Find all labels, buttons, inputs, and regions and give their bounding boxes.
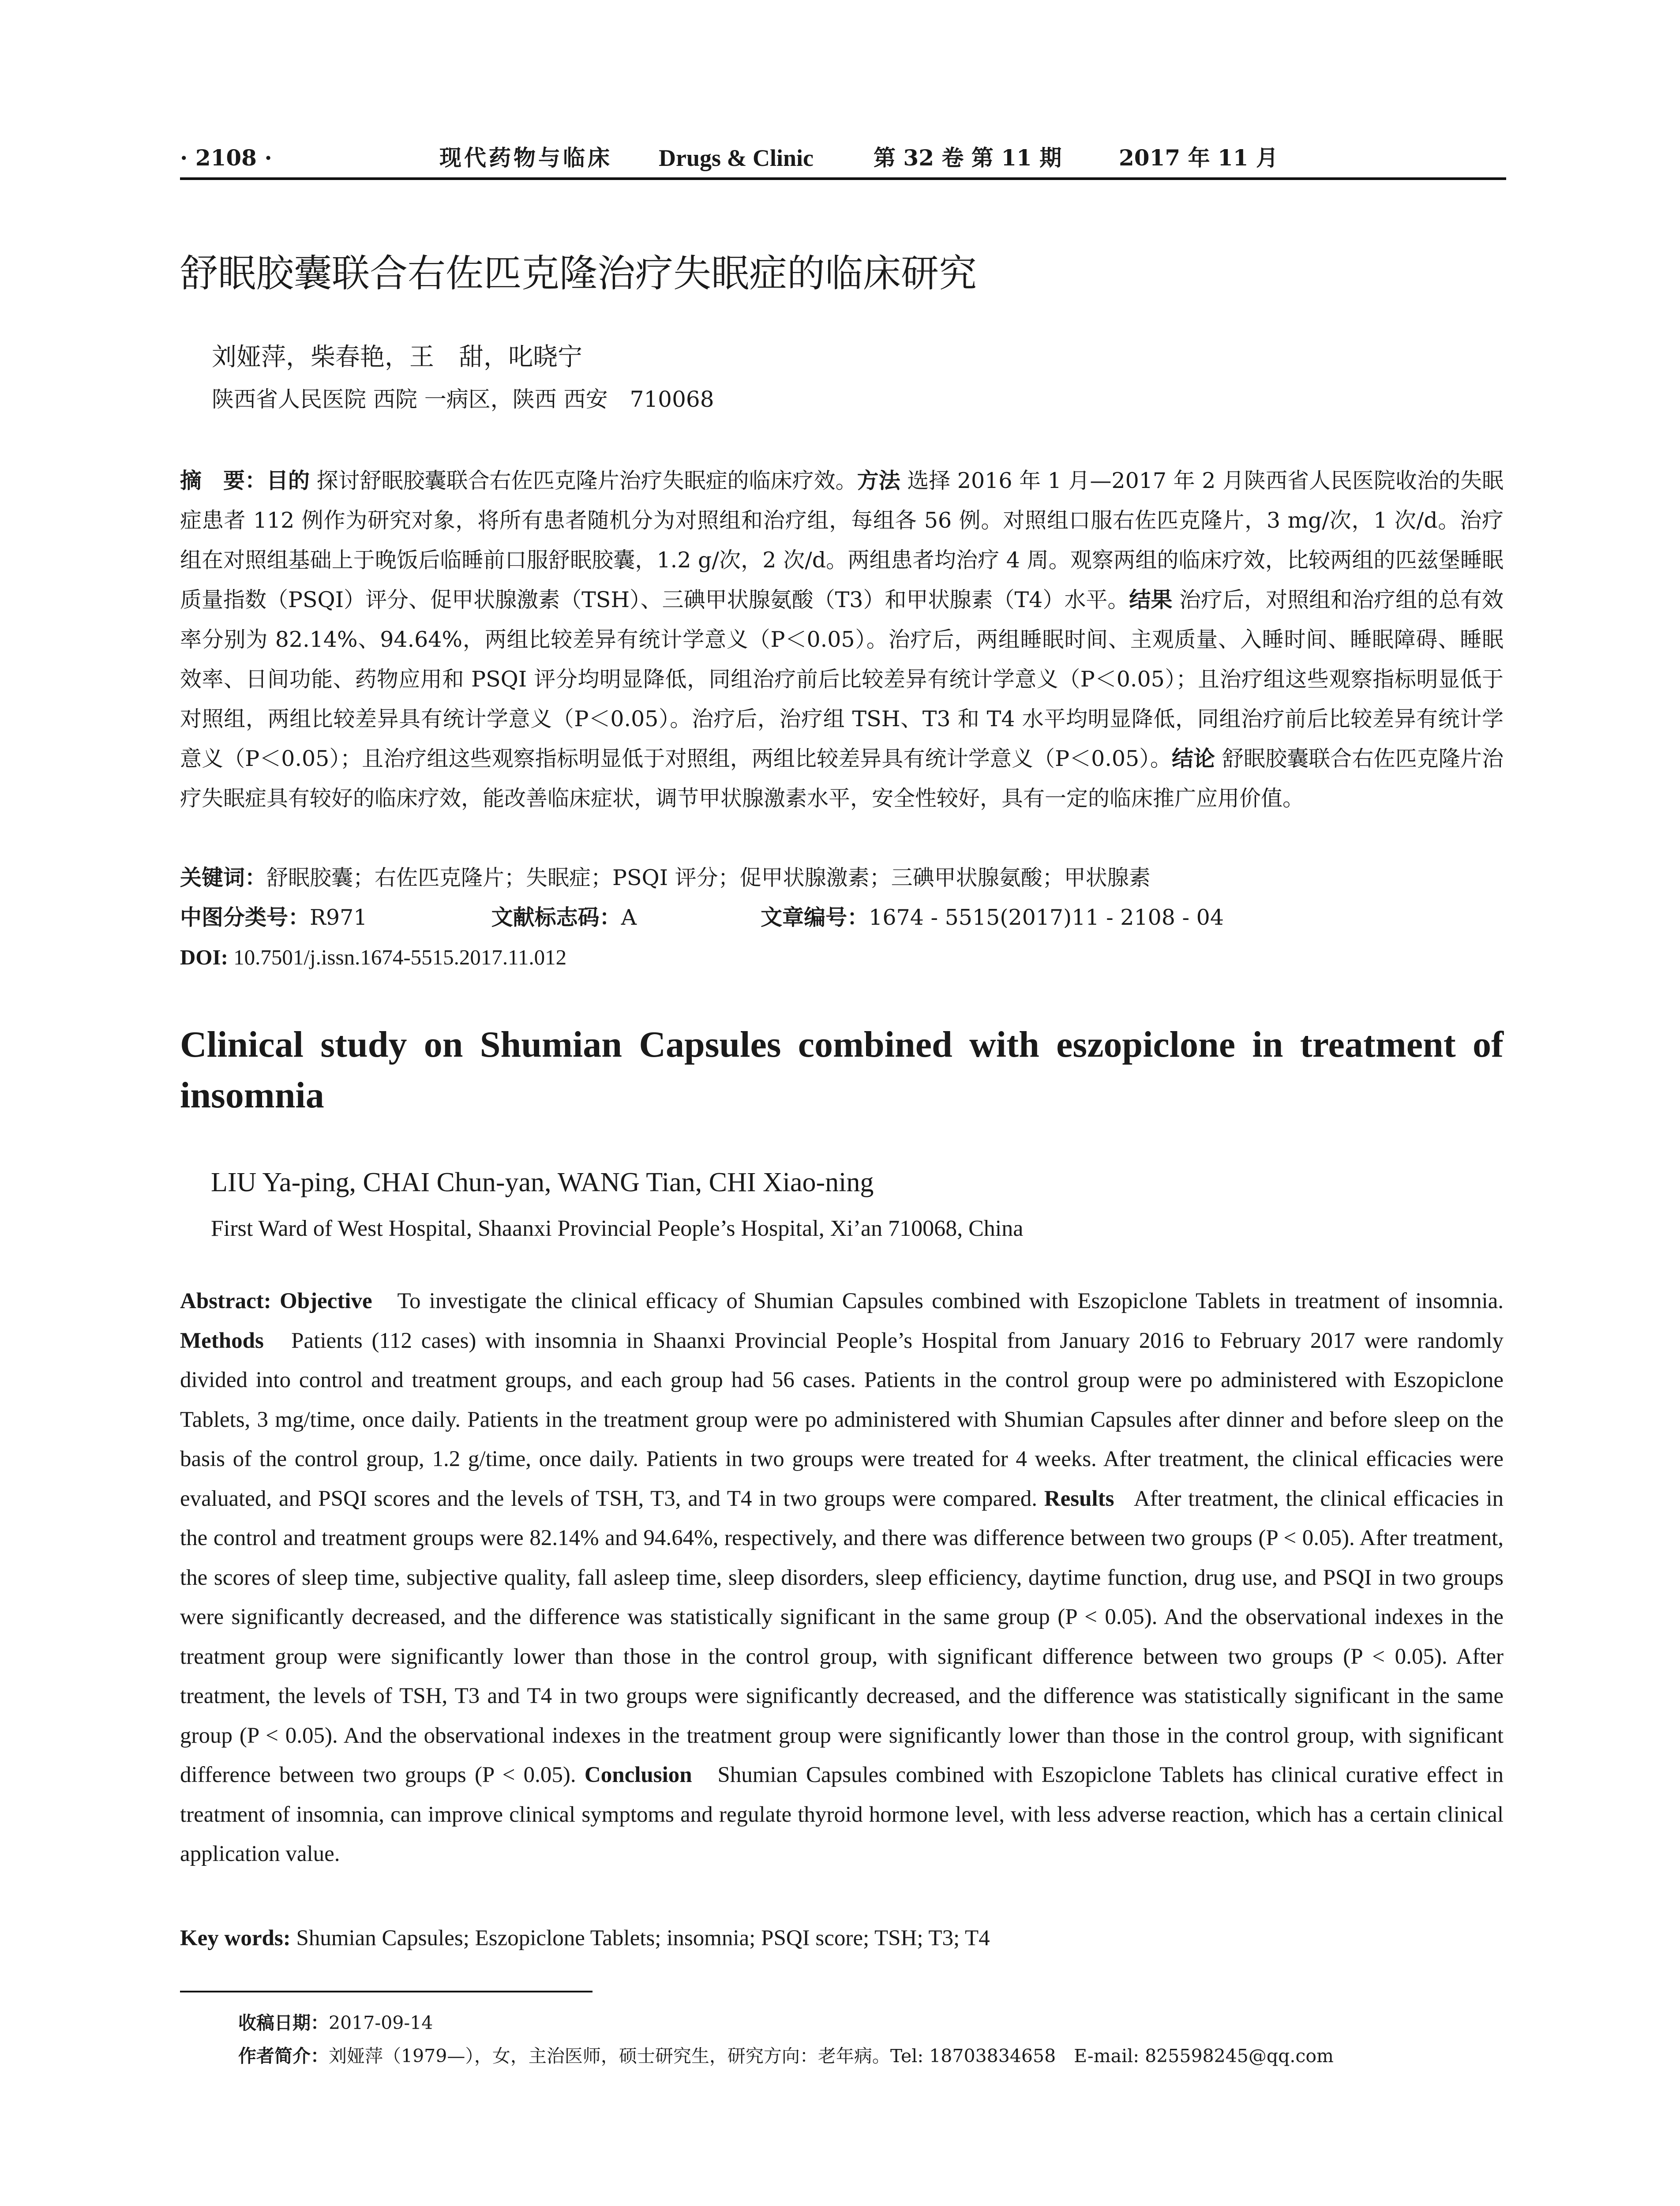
doc-code-label: 文献标志码： [491, 905, 621, 930]
journal-name-en: Drugs & Clinic [659, 145, 814, 171]
en-conclusion: Shumian Capsules combined with Eszopiclone Tablets has clinical curative effect in treatment of insomnia, can improve clinical symptoms and regulate thyroid hormone level, with less adverse reaction, which has a certain clinical application value. [180, 1763, 1504, 1866]
article-no-label: 文章编号： [761, 905, 869, 930]
en-affiliation: First Ward of West Hospital, Shaanxi Provincial People’s Hospital, Xi’an 710068, China [211, 1216, 1024, 1241]
cn-objective-label: 目的 [266, 468, 310, 493]
doi-value: 10.7501/j.issn.1674-5515.2017.11.012 [233, 945, 567, 969]
article-no-value: 1674 - 5515(2017)11 - 2108 - 04 [869, 905, 1224, 930]
en-abstract [180, 1282, 1504, 1874]
cn-objective: 探讨舒眠胶囊联合右佐匹克隆片治疗失眠症的临床疗效。 [316, 468, 857, 493]
doc-code-value: A [621, 905, 637, 930]
received-value: 2017-09-14 [329, 2012, 433, 2033]
cn-results-label: 结果 [1129, 587, 1173, 612]
en-methods: Patients (112 cases) with insomnia in Shaanxi Provincial People’s Hospital from January 2016 to February 2017 were randomly divided into control and treatment groups, and each group had 56 cases. Patients in the control group were po administered with Eszopiclone Tablets, 3 mg/time, once daily. Patients in the treatment group were po administered with Shumian Capsules after dinner and before sleep on the basis of the control group, 1.2 g/time, once daily. Patients in two groups were treated for 4 weeks. After treatment, the clinical efficacies were evaluated, and PSQI scores and the levels of TSH, T3, and T4 in two groups were compared. [180, 1328, 1504, 1511]
publication-date: 2017 年 11 月 [1119, 145, 1278, 171]
en-results-label: Results [1044, 1486, 1114, 1511]
clc-value: R971 [310, 905, 368, 930]
cn-classification [180, 898, 1504, 938]
en-keywords-label: Key words: [180, 1926, 291, 1951]
received-date [238, 2010, 433, 2036]
en-objective: To investigate the clinical efficacy of Shumian Capsules combined with Eszopiclone Tablets in treatment of insomnia. [397, 1289, 1504, 1313]
cn-keywords-label: 关键词： [180, 865, 267, 890]
doi-label: DOI: [180, 945, 228, 969]
en-results: After treatment, the clinical efficacies in the control and treatment groups were 82.14% and 94.64%, respectively, and there was difference between two groups (P < 0.05). After treatment, the scores of sleep time, subjective quality, fall asleep time, sleep disorders, sleep efficiency, daytime function, drug use, and PSQI in two groups were significantly decreased, and the difference was statistically significant in the same group (P < 0.05). And the observational indexes in the treatment group were significantly lower than those in the control group, with significant difference between two groups (P < 0.05). After treatment, the levels of TSH, T3 and T4 in two groups were significantly decreased, and the difference was statistically significant in the same group (P < 0.05). And the observational indexes in the treatment group were significantly lower than those in the control group, with significant difference between two groups (P < 0.05). [180, 1486, 1504, 1787]
cn-abstract-label: 摘 要： [180, 468, 267, 493]
cn-conclusion-label: 结论 [1171, 746, 1215, 771]
author-bio-text: 刘娅萍（1979—），女，主治医师，硕士研究生，研究方向：老年病。Tel: 18703834658 E-mail: 825598245@qq.com [329, 2045, 1334, 2067]
cn-affiliation: 陕西省人民医院 西院 一病区，陕西 西安 710068 [212, 386, 714, 412]
header-divider [180, 177, 1506, 180]
cn-authors: 刘娅萍，柴春艳，王 甜，叱晓宁 [212, 343, 582, 371]
cn-conclusion: 舒眠胶囊联合右佐匹克隆片治疗失眠症具有较好的临床疗效，能改善临床症状，调节甲状腺激素水平，安全性较好，具有一定的临床推广应用价值。 [180, 746, 1504, 811]
footnote-divider [180, 1991, 592, 1992]
author-bio [238, 2043, 1334, 2069]
cn-abstract [180, 461, 1504, 818]
en-methods-label: Methods [180, 1328, 264, 1353]
volume-issue: 第 32 卷 第 11 期 [874, 145, 1062, 171]
cn-keywords-text: 舒眠胶囊；右佐匹克隆片；失眠症；PSQI 评分；促甲状腺激素；三碘甲状腺氨酸；甲状腺素 [266, 865, 1151, 890]
clc-label: 中图分类号： [180, 905, 310, 930]
en-title: Clinical study on Shumian Capsules combined with eszopiclone in treatment of insomnia [180, 1024, 1504, 1116]
received-label: 收稿日期： [238, 2012, 329, 2033]
en-authors: LIU Ya-ping, CHAI Chun-yan, WANG Tian, CHI Xiao-ning [211, 1167, 874, 1197]
en-objective-label: Objective [280, 1289, 372, 1313]
en-keywords [180, 1918, 1504, 1958]
en-abstract-label: Abstract: [180, 1289, 271, 1313]
en-keywords-text: Shumian Capsules; Eszopiclone Tablets; insomnia; PSQI score; TSH; T3; T4 [296, 1926, 990, 1951]
running-header [180, 140, 1506, 176]
cn-results: 治疗后，对照组和治疗组的总有效率分别为 82.14%、94.64%，两组比较差异有统计学意义（P＜0.05）。治疗后，两组睡眠时间、主观质量、入睡时间、睡眠障碍、睡眠效率、日间功能、药物应用和 PSQI 评分均明显降低，同组治疗前后比较差异有统计学意义（P＜0.05）；且治疗组这些观察指标明显低于对照组，两组比较差异具有统计学意义（P＜0.05）。治疗后，治疗组 TSH、T3 和 T4 水平均明显降低，同组治疗前后比较差异有统计学意义（P＜0.05）；且治疗组这些观察指标明显低于对照组，两组比较差异具有统计学意义（P＜0.05）。 [180, 587, 1504, 771]
cn-methods-label: 方法 [857, 468, 900, 493]
journal-name-cn: 现代药物与临床 [439, 145, 612, 171]
doi-line [180, 938, 1504, 977]
en-conclusion-label: Conclusion [584, 1763, 692, 1787]
cn-keywords [180, 858, 1504, 898]
cn-methods: 选择 2016 年 1 月—2017 年 2 月陕西省人民医院收治的失眠症患者 112 例作为研究对象，将所有患者随机分为对照组和治疗组，每组各 56 例。对照组口服右佐匹克隆片，3 mg/次，1 次/d。治疗组在对照组基础上于晚饭后临睡前口服舒眠胶囊，1.2 g/次，2 次/d。两组患者均治疗 4 周。观察两组的临床疗效，比较两组的匹兹堡睡眠质量指数（PSQI）评分、促甲状腺激素（TSH）、三碘甲状腺氨酸（T3）和甲状腺素（T4）水平。 [180, 468, 1504, 612]
page-number: · 2108 · [180, 145, 272, 171]
cn-title: 舒眠胶囊联合右佐匹克隆治疗失眠症的临床研究 [180, 251, 977, 296]
author-bio-label: 作者简介： [238, 2045, 329, 2067]
